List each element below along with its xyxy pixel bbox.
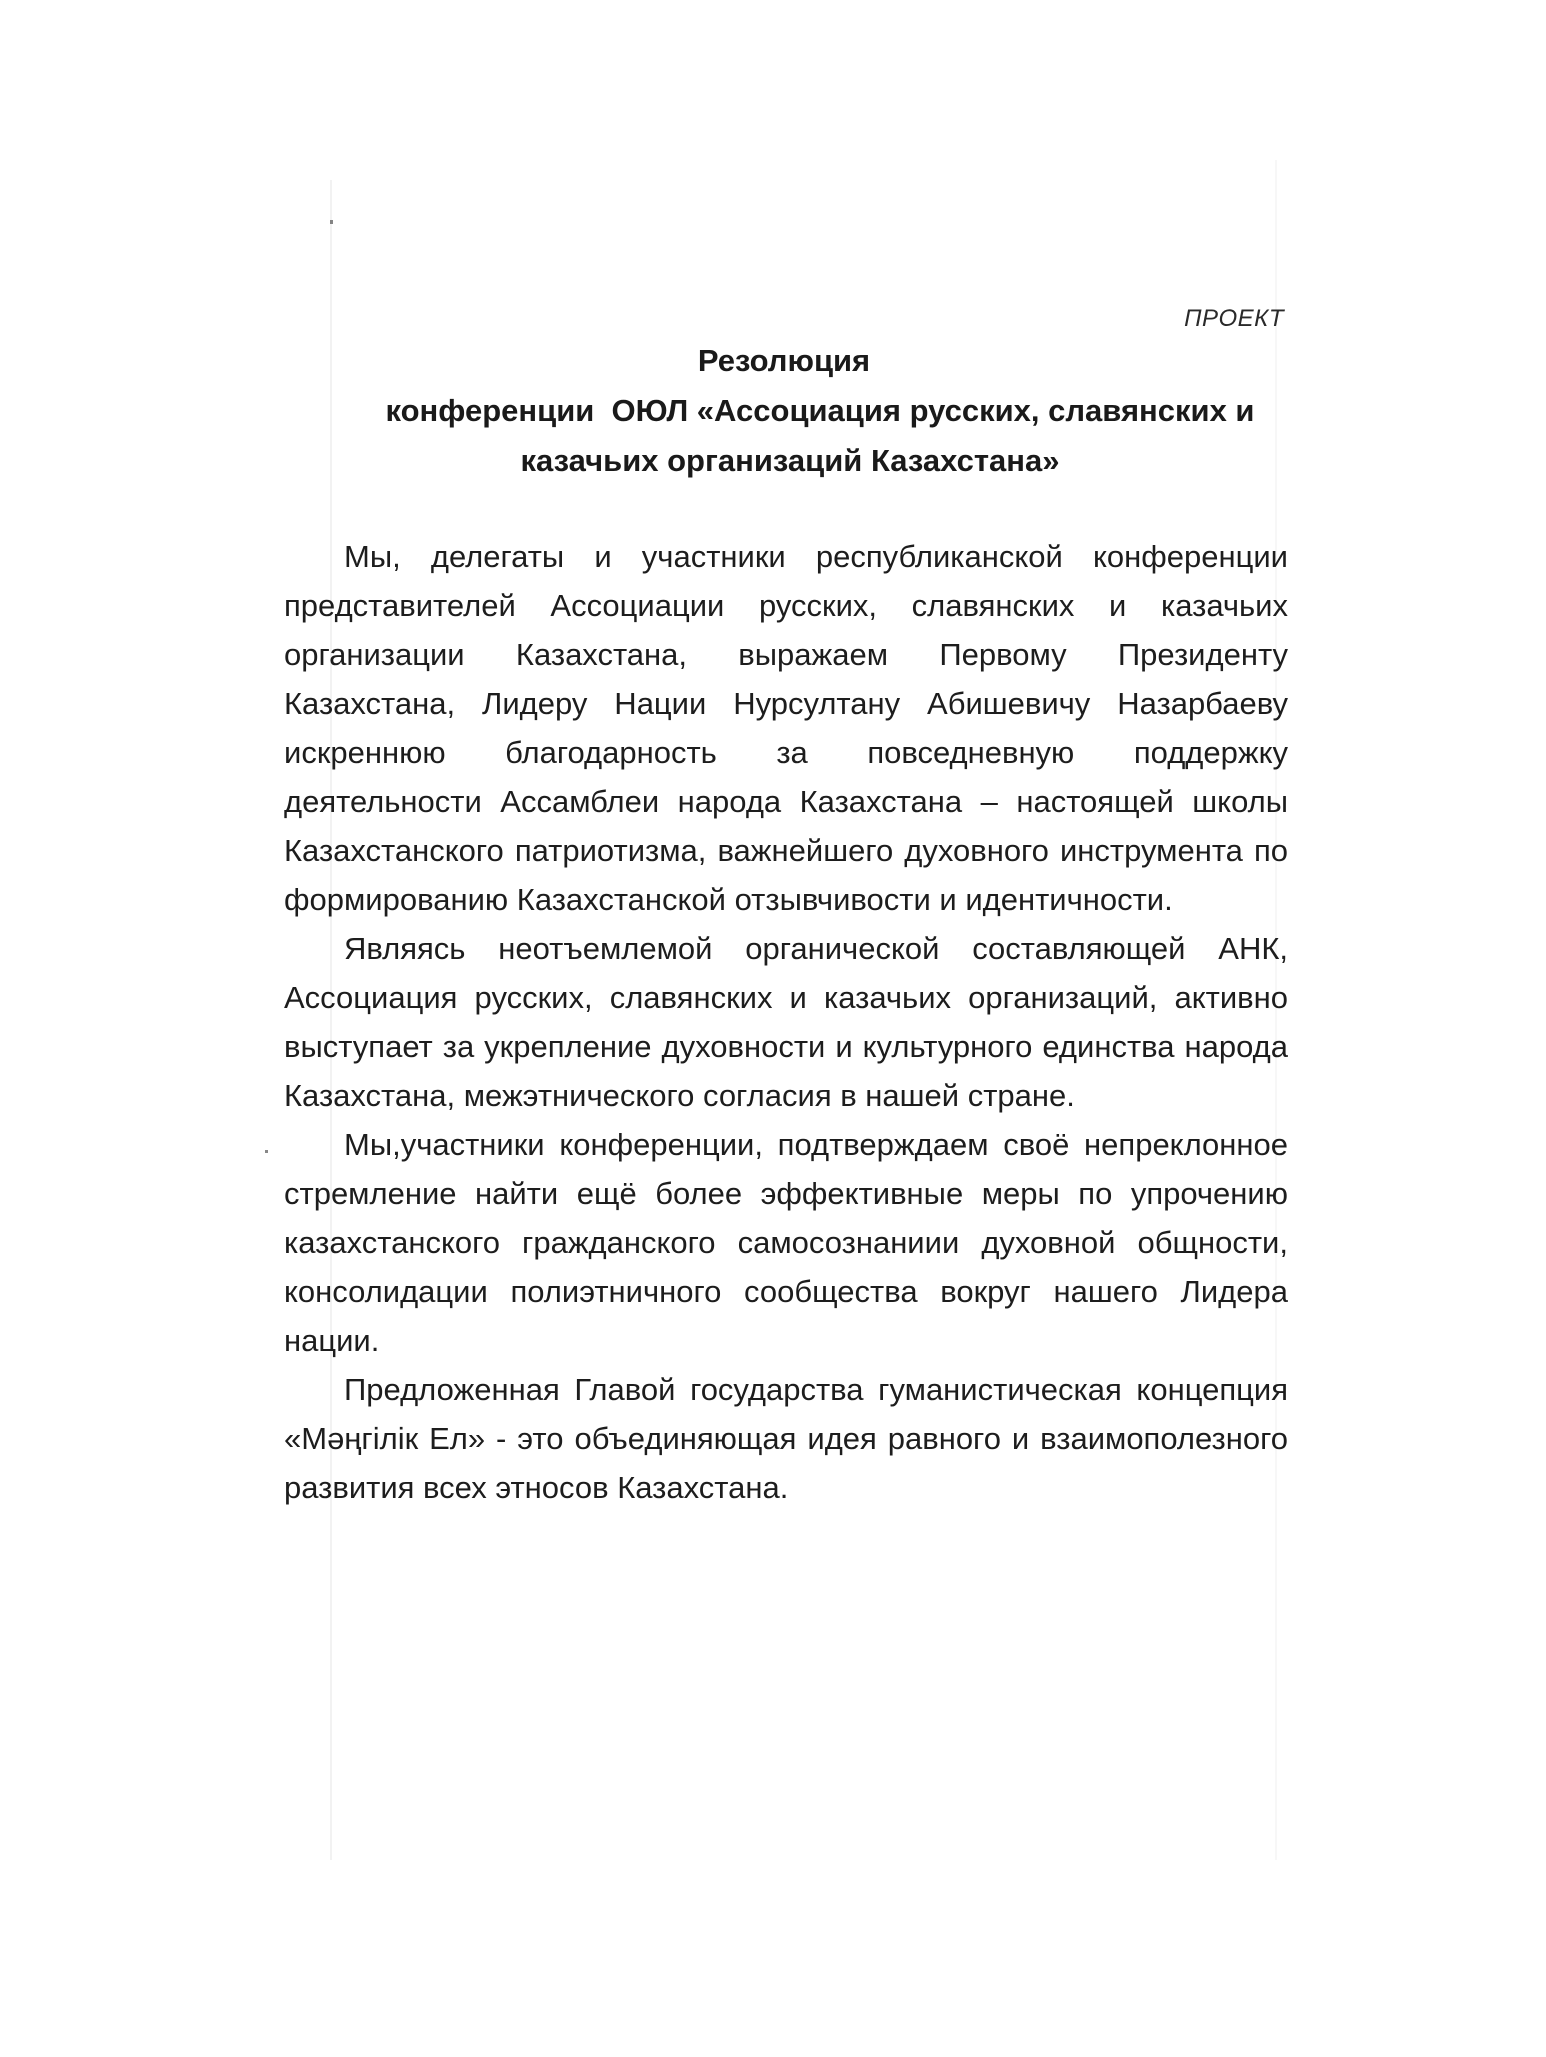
paragraph: Предложенная Главой государства гуманистическая концепция «Мәңгілік Ел» - это объединяющая идея равного и взаимополезного развития всех этносов Казахстана. [284,1372,1288,1505]
paragraph: Мы,участники конференции, подтверждаем своё непреклонное стремление найти ещё более эффективные меры по упрочению казахстанского гражданского самосознаниии духовной общности, консолидации полиэтничного сообщества вокруг нашего Лидера нации. [284,1127,1288,1358]
draft-label: ПРОЕКТ [1184,305,1284,332]
document-subtitle-line-1: конференции ОЮЛ «Ассоциация русских, славянских и [385,393,1255,428]
document-title: Резолюция [697,343,871,378]
paragraph: Мы, делегаты и участники республиканской конференции представителей Ассоциации русских, славянских и казачьих организации Казахстана, выражаем Первому Президенту Казахстана, Лидеру Нации Нурсултану Абишевичу Назарбаеву искреннюю благодарность за повседневную поддержку деятельности Ассамблеи народа Казахстана – настоящей школы Казахстанского патриотизма, важнейшего духовного инструмента по формированию Казахстанской отзывчивости и идентичности. [284,539,1288,917]
scan-artifact-dot [330,220,333,224]
paragraph: Являясь неотъемлемой органической составляющей АНК, Ассоциация русских, славянских и казачьих организаций, активно выступает за укрепление духовности и культурного единства народа Казахстана, межэтнического согласия в нашей стране. [284,931,1288,1113]
document-subtitle-line-2: казачьих организаций Казахстана» [520,443,1060,478]
scan-artifact-dot [265,1150,268,1153]
document-body [284,532,1288,1512]
